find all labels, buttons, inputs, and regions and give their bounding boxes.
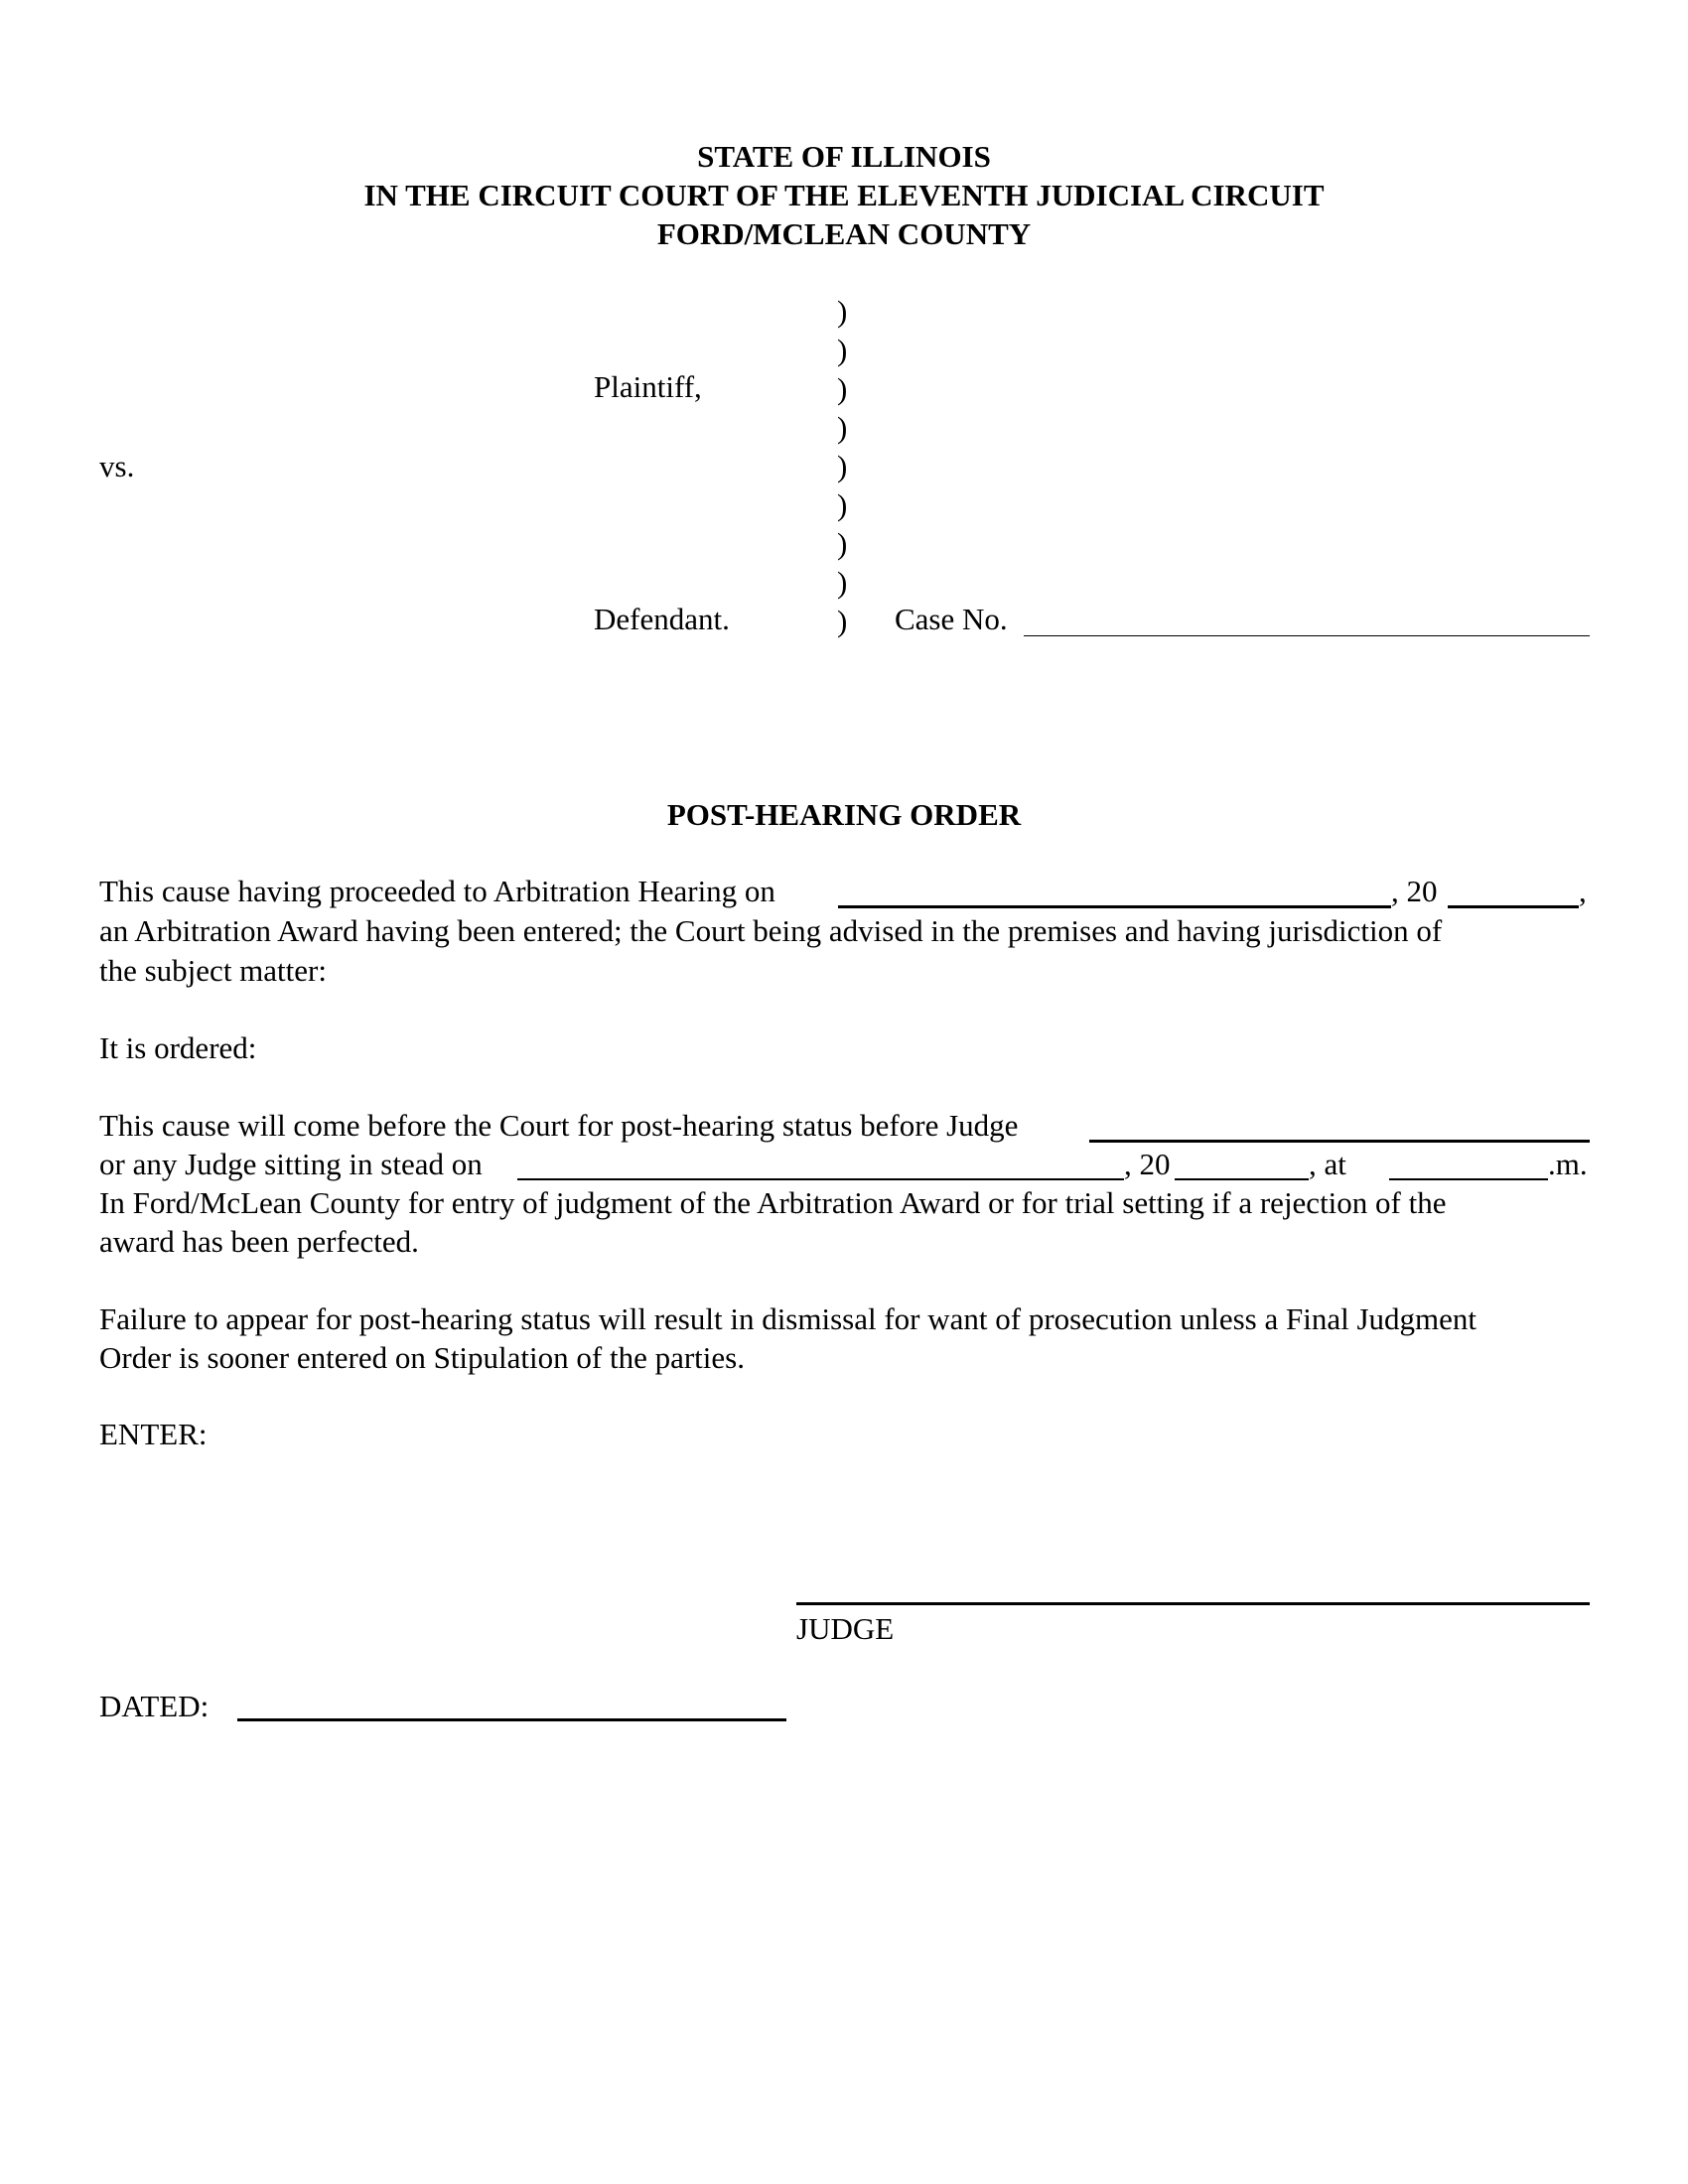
status-at-label: , at (1309, 1147, 1346, 1181)
status-year-prefix: , 20 (1124, 1147, 1171, 1181)
caption-paren: ) (837, 294, 848, 329)
caption-paren: ) (837, 333, 848, 367)
paragraph-line: Order is sooner entered on Stipulation of the parties. (99, 1340, 745, 1375)
caption-paren: ) (837, 449, 848, 483)
court-circuit-heading: IN THE CIRCUIT COURT OF THE ELEVENTH JUDICIAL CIRCUIT (363, 178, 1325, 212)
defendant-label: Defendant. (594, 602, 730, 636)
ordered-label: It is ordered: (99, 1030, 257, 1065)
hearing-year-field[interactable] (1448, 905, 1579, 908)
paragraph-line: award has been perfected. (99, 1224, 419, 1259)
caption-paren: ) (837, 371, 848, 406)
plaintiff-label: Plaintiff, (594, 369, 702, 404)
court-county-heading: FORD/MCLEAN COUNTY (656, 216, 1032, 251)
caption-paren: ) (837, 526, 848, 561)
judge-name-field[interactable] (1089, 1140, 1590, 1143)
caption-paren: ) (837, 410, 848, 445)
judge-signature-field[interactable] (796, 1602, 1590, 1605)
status-time-field[interactable] (1389, 1178, 1548, 1180)
enter-label: ENTER: (99, 1417, 208, 1451)
dated-label: DATED: (99, 1689, 210, 1723)
court-state-heading: STATE OF ILLINOIS (697, 139, 991, 174)
hearing-year-prefix: , 20 (1391, 874, 1438, 908)
judge-label: JUDGE (796, 1611, 895, 1646)
status-time-suffix: .m. (1548, 1147, 1588, 1181)
paragraph-line: Failure to appear for post-hearing status will result in dismissal for want of prosecution unless a Final Judgment (99, 1301, 1477, 1336)
case-number-field[interactable] (1024, 635, 1590, 636)
hearing-date-field[interactable] (838, 905, 1391, 908)
dated-field[interactable] (237, 1718, 786, 1721)
hearing-comma: , (1579, 874, 1587, 908)
paragraph-line: This cause will come before the Court for post-hearing status before Judge (99, 1108, 1019, 1143)
case-number-label: Case No. (895, 602, 1008, 636)
vs-label: vs. (99, 449, 135, 483)
order-title: POST-HEARING ORDER (666, 797, 1022, 832)
paragraph-line: In Ford/McLean County for entry of judgment of the Arbitration Award or for trial setting if a rejection of the (99, 1185, 1447, 1220)
status-date-field[interactable] (517, 1178, 1124, 1180)
paragraph-line: an Arbitration Award having been entered; the Court being advised in the premises and having jurisdiction of (99, 913, 1443, 948)
hearing-date-text: This cause having proceeded to Arbitration Hearing on (99, 874, 775, 908)
paragraph-line: the subject matter: (99, 953, 327, 988)
caption-paren: ) (837, 604, 848, 638)
status-year-field[interactable] (1175, 1178, 1309, 1180)
caption-paren: ) (837, 487, 848, 522)
hearing-date-sentence (99, 872, 775, 911)
paragraph-line: or any Judge sitting in stead on (99, 1147, 483, 1181)
caption-paren: ) (837, 565, 848, 600)
